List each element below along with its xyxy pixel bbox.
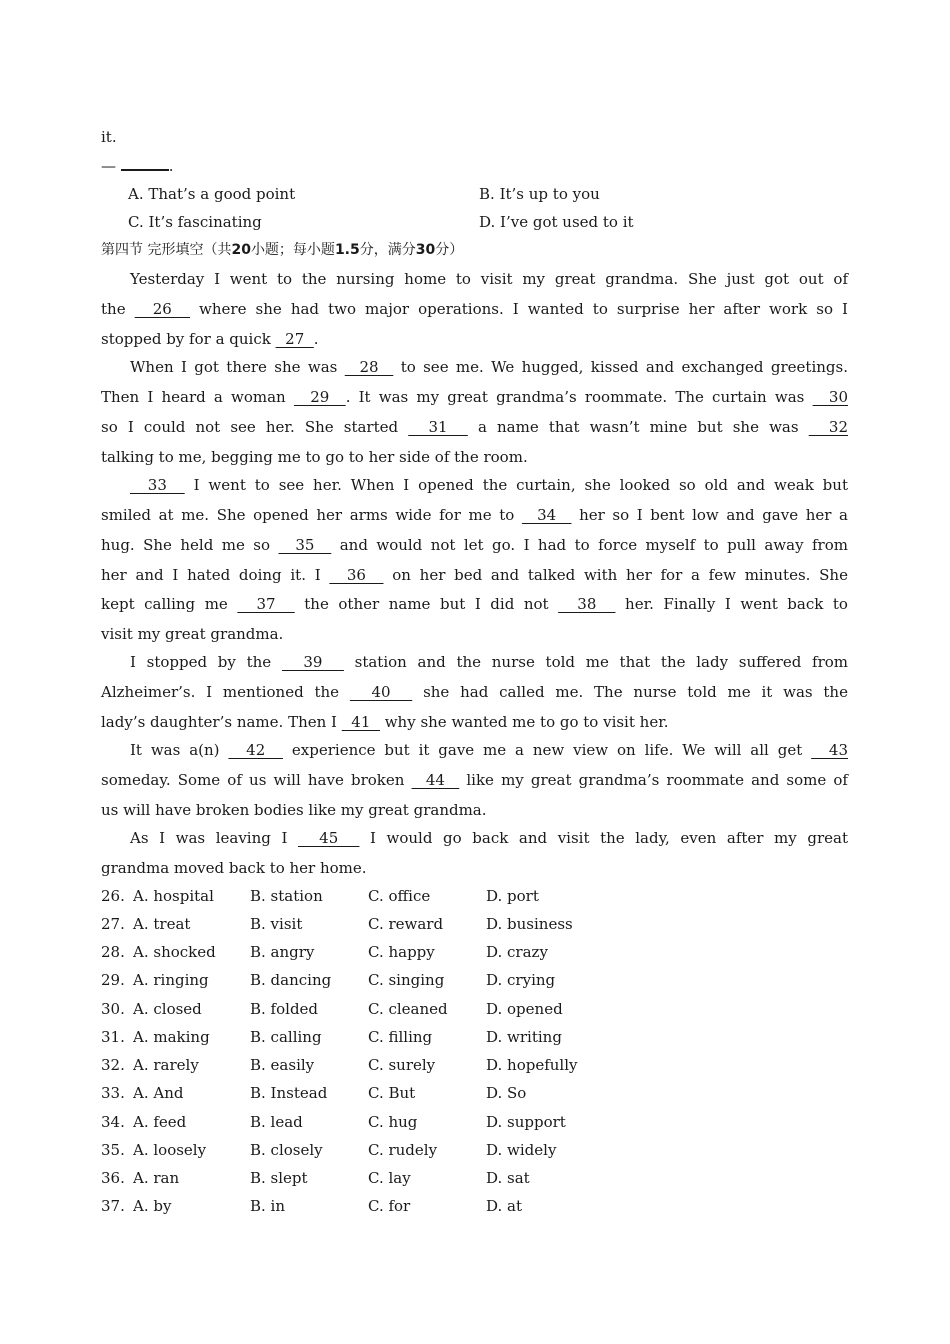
blank-33: 33 (130, 476, 185, 494)
option-b: B. It’s up to you (479, 185, 600, 203)
blank-42: 42 (228, 741, 284, 759)
blank-28: 28 (344, 358, 394, 376)
blank-27: 27 (275, 330, 314, 348)
dash: — (101, 157, 116, 175)
question-row: 32. A. rarely B. easily C. surely D. hopefully (101, 1056, 578, 1074)
passage-line: her and I hated doing it. I 36 on her bed and talked with her for a few minutes. She (101, 566, 848, 584)
blank-44: 44 (411, 771, 460, 789)
passage-line: us will have broken bodies like my great grandma. (101, 801, 487, 819)
question-row: 26. A. hospital B. station C. office D. port (101, 887, 539, 905)
section-heading: 第四节 完形填空（共20小题；每小题1.5分，满分30分） (101, 242, 464, 258)
blank-38: 38 (558, 595, 616, 613)
question-row: 33. A. And B. Instead C. But D. So (101, 1084, 527, 1102)
option-c: C. It’s fascinating (128, 213, 262, 231)
question-row: 30. A. closed B. folded C. cleaned D. opened (101, 1000, 563, 1018)
passage-line: grandma moved back to her home. (101, 859, 367, 877)
blank-31: 31 (408, 418, 468, 436)
blank-36: 36 (329, 566, 384, 584)
passage-line: It was a(n) 42 experience but it gave me a new view on life. We will all get 43 (130, 741, 848, 759)
dialogue-response-line: — . (101, 157, 174, 175)
blank-40: 40 (349, 683, 413, 701)
passage-line: stopped by for a quick 27 . (101, 330, 319, 348)
blank-26: 26 (134, 300, 190, 318)
question-row: 28. A. shocked B. angry C. happy D. crazy (101, 943, 548, 961)
blank-43: 43 (811, 741, 848, 759)
blank-39: 39 (281, 653, 344, 671)
passage-line: someday. Some of us will have broken 44 like my great grandma’s roommate and some of (101, 771, 848, 789)
passage-line: I stopped by the 39 station and the nurse told me that the lady suffered from (130, 653, 849, 671)
blank-45: 45 (297, 829, 360, 847)
question-row: 31. A. making B. calling C. filling D. writing (101, 1028, 562, 1046)
passage-line: Then I heard a woman 29 . It was my great grandma’s roommate. The curtain was 30 (101, 388, 848, 406)
prev-question-tail: it. (101, 128, 117, 146)
passage-line: hug. She held me so 35 and would not let go. I had to force myself to pull away from (101, 536, 848, 554)
question-row: 35. A. loosely B. closely C. rudely D. widely (101, 1141, 557, 1159)
passage-line: visit my great grandma. (101, 625, 284, 643)
option-d: D. I’ve got used to it (479, 213, 634, 231)
blank-32: 32 (808, 418, 849, 436)
passage-line: When I got there she was 28 to see me. We hugged, kissed and exchanged greetings. (130, 358, 848, 376)
question-row: 37. A. by B. in C. for D. at (101, 1197, 522, 1215)
option-a: A. That’s a good point (128, 185, 296, 203)
passage-line: talking to me, begging me to go to her side of the room. (101, 448, 528, 466)
blank-35: 35 (278, 536, 332, 554)
passage-line: 33 I went to see her. When I opened the curtain, she looked so old and weak but (130, 476, 848, 494)
passage-line: smiled at me. She opened her arms wide for me to 34 her so I bent low and gave her a (101, 506, 848, 524)
blank-30: 30 (812, 388, 848, 406)
question-row: 27. A. treat B. visit C. reward D. business (101, 915, 573, 933)
passage-line: Alzheimer’s. I mentioned the 40 she had called me. The nurse told me it was the (101, 683, 848, 701)
passage-line: Yesterday I went to the nursing home to visit my great grandma. She just got out of (130, 270, 848, 288)
blank-34: 34 (521, 506, 572, 524)
blank-29: 29 (293, 388, 346, 406)
blank-41: 41 (341, 713, 380, 731)
answer-blank (121, 157, 169, 171)
blank-37: 37 (237, 595, 295, 613)
passage-line: kept calling me 37 the other name but I did not 38 her. Finally I went back to (101, 595, 848, 613)
passage-line: As I was leaving I 45 I would go back and visit the lady, even after my great (130, 829, 848, 847)
question-row: 29. A. ringing B. dancing C. singing D. crying (101, 971, 556, 989)
question-row: 36. A. ran B. slept C. lay D. sat (101, 1169, 530, 1187)
passage-line: the 26 where she had two major operations. I wanted to surprise her after work so I (101, 300, 848, 318)
passage-line: so I could not see her. She started 31 a name that wasn’t mine but she was 32 (101, 418, 849, 436)
passage-line: lady’s daughter’s name. Then I 41 why she wanted me to go to visit her. (101, 713, 669, 731)
question-row: 34. A. feed B. lead C. hug D. support (101, 1113, 566, 1131)
